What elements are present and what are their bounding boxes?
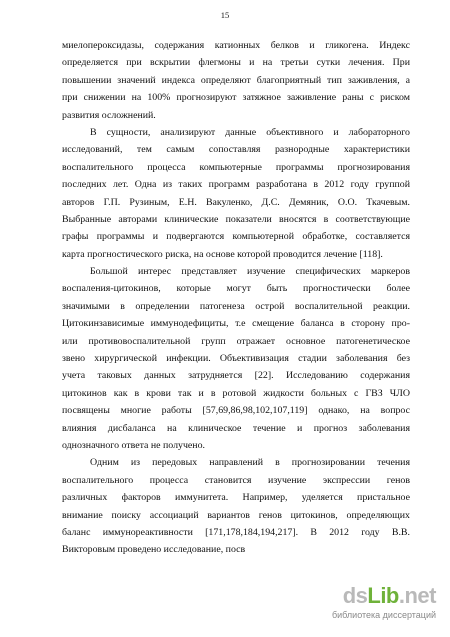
watermark-logo-net: .net	[398, 583, 436, 608]
text-line: Выбранные авторами клинические показатели вносятся в соответствующие	[62, 213, 410, 225]
text-line: графы программы и подвергаются компьютерной обработке, составляется	[62, 231, 410, 243]
text-line: Цитокинзависимые иммунодефициты, т.е смещение баланса в сторону про-	[62, 318, 410, 330]
text-line: воспалительного процесса компьютерные программы прогнозирования	[62, 161, 410, 173]
text-line: учета таковых данных затрудняется [22]. Исследованию содержания	[62, 370, 410, 382]
text-line: развития осложнений.	[62, 109, 156, 121]
text-line: миелопероксидазы, содержания катионных белков и гликогена. Индекс	[62, 40, 410, 51]
text-line: при снижении на 100% прогнозируют затяжное заживление раны с риском	[62, 92, 410, 104]
text-line: Большой интерес представляет изучение специфических маркеров	[90, 266, 410, 278]
text-line: воспаления-цитокинов, которые могут быть прогностически более	[62, 283, 410, 295]
text-line: Викторовым проведено исследование, посв	[62, 544, 246, 556]
text-line: значимыми в определении патогенеза острой воспалительной реакции.	[62, 300, 410, 312]
text-line: В сущности, анализируют данные объективного и лабораторного	[90, 126, 410, 138]
text-line: посвящены многие работы [57,69,86,98,102,107,119] однако, на вопрос	[62, 405, 410, 417]
text-line: баланс иммунореактивности [171,178,184,194,217]. В 2012 году В.В.	[62, 526, 410, 538]
text-line: исследований, тем самым сопоставляя разнородные характеристики	[62, 144, 410, 156]
text-line: влияния дисбаланса на клиническое течение и прогноз заболевания	[62, 422, 410, 434]
text-line: карта прогностического риска, на основе которой проводится лечение [118].	[62, 248, 383, 260]
watermark-logo-ds: ds	[342, 583, 368, 608]
text-line: внимание поиску ассоциаций вариантов генов цитокинов, определяющих	[62, 509, 410, 521]
watermark-caption: библиотека диссертаций	[331, 610, 436, 620]
text-line: или противовоспалительной групп отражает основное патогенетическое	[62, 335, 410, 347]
page-number: 15	[220, 10, 230, 20]
text-line: Одним из передовых направлений в прогнозировании течения	[90, 457, 410, 469]
text-line: воспалительного процесса становится изучение экспрессии генов	[62, 474, 410, 486]
text-line: однозначного ответа не получено.	[62, 439, 206, 451]
text-line: определяется при вскрытии флегмоны и на третьи сутки лечения. При	[62, 57, 410, 69]
text-line: звено хирургической инфекции. Объективизация стадии заболевания без	[62, 353, 410, 365]
text-line: различных факторов иммунитета. Например, уделяется пристальное	[62, 492, 410, 504]
body-text	[62, 37, 410, 559]
watermark-logo-lib: Lib	[367, 583, 399, 608]
text-line: цитокинов как в крови так и в ротовой жидкости больных с ГВЗ ЧЛО	[62, 387, 410, 399]
watermark-logo	[343, 583, 436, 609]
text-line: авторов Г.П. Рузиным, Е.Н. Вакуленко, Д.С. Демяник, О.О. Ткачевым.	[62, 196, 410, 208]
text-line: повышении значений индекса определяют благоприятный тип заживления, а	[62, 74, 410, 86]
watermark	[296, 583, 436, 627]
text-line: последних лет. Одна из таких программ разработана в 2012 году группой	[62, 179, 410, 191]
